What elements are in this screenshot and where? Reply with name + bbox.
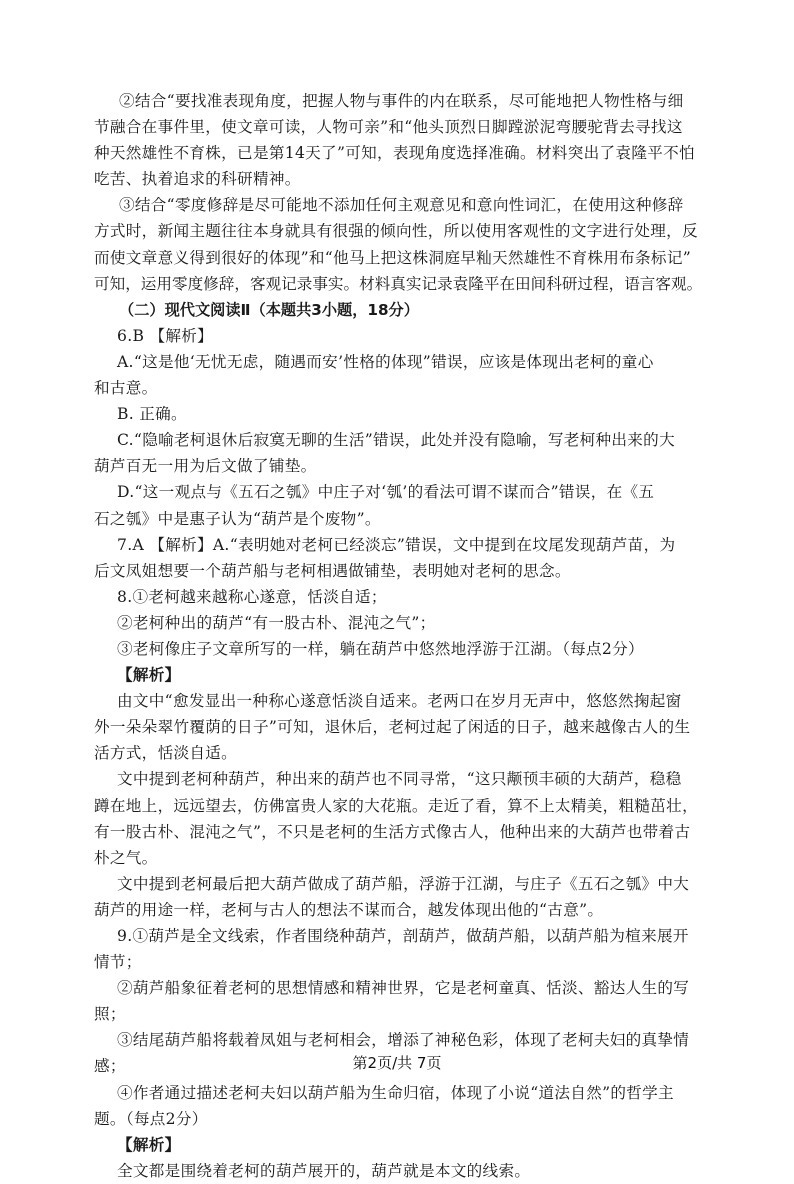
q9-analysis-label: 【解析】 <box>117 1135 181 1154</box>
q9-line: 照； <box>94 1005 126 1024</box>
q8-explain: 葫芦的用途一样，老柯与古人的想法不谋而合，越发体现出他的“古意”。 <box>94 900 604 919</box>
paragraph-line: 可知，运用零度修辞，客观记录事实。材料真实记录袁隆平在田间科研过程，语言客观。 <box>94 274 703 293</box>
paragraph-line: ③结合“零度修辞是尽可能地不添加任何主观意见和意向性词汇，在使用这种修辞 <box>119 196 684 215</box>
paragraph-line: 方式时，新闻主题往往本身就具有很强的倾向性，所以使用客观性的文字进行处理，反 <box>94 222 698 241</box>
q9-line: 题。（每点2分） <box>94 1109 208 1128</box>
q6-option-a: A.“这是他‘无忧无虑，随遇而安’性格的体现”错误，应该是体现出老柯的童心 <box>117 352 654 371</box>
paragraph-line: 种天然雄性不育株，已是第14天了”可知，表现角度选择准确。材料突出了袁隆平不怕 <box>94 144 695 163</box>
q8-explain: 文中提到老柯最后把大葫芦做成了葫芦船，浮游于江湖，与庄子《五石之瓠》中大 <box>117 874 690 893</box>
paragraph-line: 而使文章意义得到很好的体现”和“他马上把这株洞庭早籼天然雄性不育株用布条标记” <box>94 248 691 267</box>
q7-line: 7.A 【解析】A.“表明她对老柯已经淡忘”错误，文中提到在坟尾发现葫芦苗，为 <box>117 535 676 554</box>
q9-line: 情节； <box>94 953 142 972</box>
q8-explain: 文中提到老柯种葫芦，种出来的葫芦也不同寻常，“这只颟顸丰硕的大葫芦，稳稳 <box>117 770 682 789</box>
q9-explain: 全文都是围绕着老柯的葫芦展开的，葫芦就是本文的线索。 <box>117 1161 531 1180</box>
q8-line: ②老柯种出的葫芦“有一股古朴、混沌之气”； <box>117 613 436 632</box>
q8-explain: 蹲在地上，远远望去，仿佛富贵人家的大花瓶。走近了看，算不上太精美，粗糙茁壮， <box>94 796 698 815</box>
q8-explain: 外一朵朵翠竹覆荫的日子”可知，退休后，老柯过起了闲适的日子，越来越像古人的生 <box>94 718 691 737</box>
q6-option-b: B. 正确。 <box>117 405 187 424</box>
q6-option-a-cont: 和古意。 <box>94 379 158 398</box>
q7-line: 后文凤姐想要一个葫芦船与老柯相遇做铺垫，表明她对老柯的思念。 <box>94 561 571 580</box>
q9-line: 感； <box>94 1057 126 1076</box>
document-body <box>94 88 717 1184</box>
paragraph-line: 节融合在事件里，使文章可读，人物可亲”和“他头顶烈日脚蹚淤泥弯腰驼背去寻找这 <box>94 118 683 137</box>
q8-analysis-label: 【解析】 <box>117 666 181 685</box>
q8-explain: 由文中“愈发显出一种称心遂意恬淡自适来。老两口在岁月无声中，悠悠然掬起窗 <box>117 692 682 711</box>
q6-option-d: D.“这一观点与《五石之瓠》中庄子对‘瓠’的看法可谓不谋而合”错误，在《五 <box>117 483 655 502</box>
q6-option-c: C.“隐喻老柯退休后寂寞无聊的生活”错误，此处并没有隐喻，写老柯种出来的大 <box>117 431 675 450</box>
q8-line: 8.①老柯越来越称心遂意，恬淡自适； <box>117 587 387 606</box>
q6-option-d-cont: 石之瓠》中是惠子认为“葫芦是个废物”。 <box>94 509 381 528</box>
q9-line: 9.①葫芦是全文线索，作者围绕种葫芦，剖葫芦，做葫芦船，以葫芦船为楦来展开 <box>117 927 689 945</box>
q9-line: ②葫芦船象征着老柯的思想情感和精神世界，它是老柯童真、恬淡、豁达人生的写 <box>117 979 690 998</box>
section-heading: （二）现代文阅读Ⅱ（本题共3小题，18分） <box>119 300 419 319</box>
q6-option-c-cont: 葫芦百无一用为后文做了铺垫。 <box>94 457 317 476</box>
q6-head: 6.B 【解析】 <box>117 326 214 345</box>
page-number: 第2页/共 7页 <box>352 1054 442 1072</box>
q9-line: ③结尾葫芦船将载着凤姐与老柯相会，增添了神秘色彩，体现了老柯夫妇的真挚情 <box>117 1031 690 1050</box>
q8-explain: 朴之气。 <box>94 848 158 867</box>
paragraph-line: 吃苦、执着追求的科研精神。 <box>94 170 301 189</box>
q8-explain: 活方式，恬淡自适。 <box>94 744 238 763</box>
q9-line: ④作者通过描述老柯夫妇以葫芦船为生命归宿，体现了小说“道法自然”的哲学主 <box>117 1083 674 1102</box>
q8-explain: 有一股古朴、混沌之气”，不只是老柯的生活方式像古人，他种出来的大葫芦也带着古 <box>94 822 691 841</box>
paragraph-line: ②结合“要找准表现角度，把握人物与事件的内在联系，尽可能地把人物性格与细 <box>119 92 684 110</box>
q8-line: ③老柯像庄子文章所写的一样，躺在葫芦中悠然地浮游于江湖。（每点2分） <box>117 639 644 658</box>
